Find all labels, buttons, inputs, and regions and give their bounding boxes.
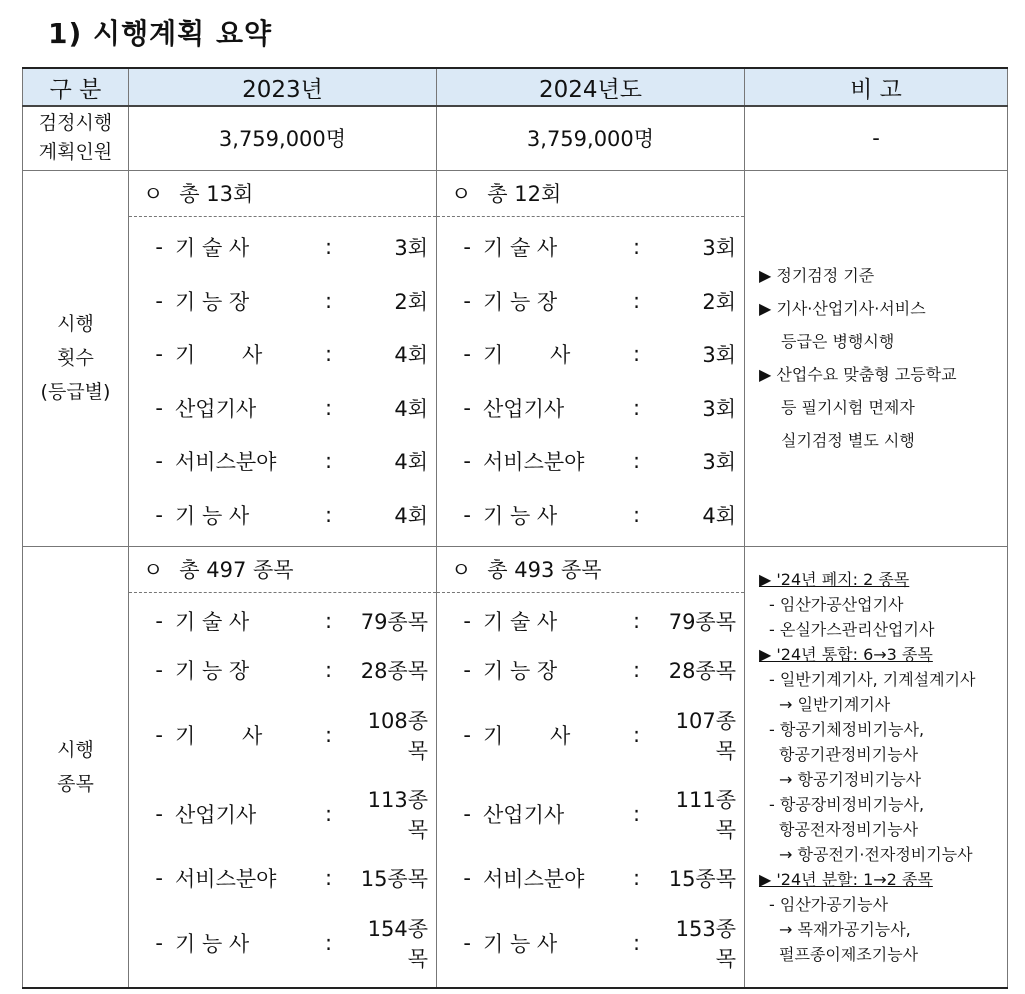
total-summary [129, 171, 436, 217]
rounds-label [23, 170, 129, 546]
item-name: 기 사 [175, 723, 263, 748]
item-row [129, 784, 436, 844]
colon: : [325, 395, 333, 420]
section-title: 1) 시행계획 요약 [48, 17, 273, 50]
remark-line [759, 592, 1003, 617]
dash-bullet: - [155, 288, 163, 313]
item-value: 79종목 [360, 610, 428, 635]
item-value: 113종목 [367, 788, 428, 843]
remark-text: - 임산가공산업기사 [769, 594, 904, 614]
item-row [129, 913, 436, 973]
item-value: 15종목 [668, 867, 736, 892]
remark-text: - 항공기체정비기능사, [769, 719, 925, 739]
colon: : [633, 502, 641, 527]
planned-row [23, 106, 1008, 170]
item-value: 108종목 [367, 708, 428, 763]
item-value: 28종목 [668, 659, 736, 684]
item-value: 2회 [702, 289, 736, 314]
item-name: 기 술 사 [175, 610, 250, 635]
total-summary [437, 547, 744, 593]
remark-text: ▶ '24년 분할: 1→2 종목 [759, 869, 933, 889]
dash-bullet: - [155, 609, 163, 634]
item-name: 기 술 사 [483, 610, 558, 635]
rounds-notes-cell [745, 170, 1008, 546]
colon: : [633, 866, 641, 891]
item-name: 기 능 사 [175, 503, 250, 528]
colon: : [633, 609, 641, 634]
total-text: 총 12회 [487, 182, 562, 206]
planned-label [23, 106, 129, 170]
dash-bullet: - [463, 866, 471, 891]
colon: : [325, 288, 333, 313]
colon: : [325, 866, 333, 891]
remark-line: 등 필기시험 면제자 [781, 398, 915, 417]
dash-bullet: - [463, 395, 471, 420]
remark-line [759, 717, 1003, 742]
remark-text: ▶ '24년 통합: 6→3 종목 [759, 644, 933, 664]
remark-text: - 임산가공기능사 [769, 894, 889, 914]
item-value: 3회 [702, 236, 736, 261]
remark-line [759, 917, 1003, 942]
item-name: 기 능 사 [483, 503, 558, 528]
remark-text: 항공전자정비기능사 [779, 819, 919, 839]
item-value: 4회 [394, 503, 428, 528]
remark-line [759, 692, 1003, 717]
colon: : [325, 658, 333, 683]
subjects-2024-cell [437, 546, 745, 988]
item-name: 기 능 장 [483, 289, 558, 314]
item-value: 3회 [394, 236, 428, 261]
item-row [437, 446, 744, 476]
item-name: 기 사 [483, 723, 571, 748]
remark-line: ▶ 정기검정 기준 [759, 266, 875, 285]
remark-line [759, 792, 1003, 817]
item-value: 153종목 [675, 916, 736, 971]
remark-line [759, 742, 1003, 767]
dash-bullet: - [155, 802, 163, 827]
remark-line [759, 617, 1003, 642]
item-row [129, 500, 436, 530]
dash-bullet: - [155, 449, 163, 474]
remark-line [759, 767, 1003, 792]
remark-text: 펄프종이제조기능사 [779, 944, 919, 964]
item-name: 산업기사 [483, 803, 565, 828]
remark-text: → 항공전기·전자정비기능사 [779, 844, 973, 864]
dash-bullet: - [463, 722, 471, 747]
item-row [437, 913, 744, 973]
item-row [129, 286, 436, 316]
remark-line [759, 842, 1003, 867]
item-name: 기 술 사 [483, 236, 558, 261]
item-value: 4회 [394, 396, 428, 421]
colon: : [633, 288, 641, 313]
item-row [437, 705, 744, 765]
item-name: 기 사 [175, 343, 263, 368]
colon: : [325, 342, 333, 367]
item-row [437, 655, 744, 685]
item-list [129, 217, 436, 546]
colon: : [633, 722, 641, 747]
total-summary [437, 171, 744, 217]
item-name: 서비스분야 [483, 450, 585, 475]
item-row [437, 784, 744, 844]
remark-line [759, 817, 1003, 842]
colon: : [325, 722, 333, 747]
item-value: 3회 [702, 450, 736, 475]
remark-text: - 항공장비정비기능사, [769, 794, 925, 814]
item-value: 4회 [394, 450, 428, 475]
subjects-notes-cell [745, 546, 1008, 988]
item-name: 서비스분야 [175, 867, 277, 892]
item-row [129, 446, 436, 476]
dash-bullet: - [463, 449, 471, 474]
item-value: 15종목 [360, 867, 428, 892]
item-row [437, 339, 744, 369]
item-row [129, 393, 436, 423]
colon: : [325, 449, 333, 474]
planned-2023: 3,759,000명 [129, 106, 437, 170]
dash-bullet: - [155, 235, 163, 260]
colon: : [633, 235, 641, 260]
circle-bullet: ㅇ [451, 182, 472, 206]
colon: : [325, 235, 333, 260]
item-name: 기 능 사 [175, 931, 250, 956]
planned-2024: 3,759,000명 [437, 106, 745, 170]
remark-line: 실기검정 별도 시행 [781, 431, 915, 450]
header-2024: 2024년도 [437, 68, 745, 106]
planned-remark: - [745, 106, 1008, 170]
total-text: 총 493 종목 [487, 558, 602, 582]
item-row [437, 286, 744, 316]
item-name: 기 사 [483, 343, 571, 368]
remark-text: 항공기관정비기능사 [779, 744, 919, 764]
remark-line [759, 867, 1003, 892]
remark-line: 등급은 병행시행 [781, 332, 895, 351]
dash-bullet: - [155, 395, 163, 420]
colon: : [325, 802, 333, 827]
item-value: 28종목 [360, 659, 428, 684]
remark-line: ▶ 산업수요 맞춤형 고등학교 [759, 365, 957, 384]
colon: : [633, 930, 641, 955]
item-row [129, 655, 436, 685]
dash-bullet: - [463, 342, 471, 367]
colon: : [633, 342, 641, 367]
item-value: 3회 [702, 396, 736, 421]
circle-bullet: ㅇ [451, 558, 472, 582]
item-row [129, 339, 436, 369]
item-value: 111종목 [675, 788, 736, 843]
remark-text: → 일반기계기사 [779, 694, 891, 714]
remark-line [759, 892, 1003, 917]
remark-line [759, 942, 1003, 967]
item-value: 3회 [702, 343, 736, 368]
item-row [437, 863, 744, 893]
planned-label-text: 검정시행 계획인원 [38, 112, 113, 164]
remark-line [759, 567, 1003, 592]
item-row [129, 863, 436, 893]
item-row [437, 606, 744, 636]
rounds-2023-cell [129, 170, 437, 546]
dash-bullet: - [463, 288, 471, 313]
item-value: 154종목 [367, 916, 428, 971]
colon: : [633, 395, 641, 420]
dash-bullet: - [155, 658, 163, 683]
total-summary [129, 547, 436, 593]
item-list [129, 593, 436, 987]
plan-summary-table [22, 67, 1008, 989]
remark-text: ▶ '24년 폐지: 2 종목 [759, 569, 910, 589]
item-value: 4회 [702, 503, 736, 528]
item-name: 기 능 장 [483, 659, 558, 684]
item-list [437, 593, 744, 987]
item-name: 기 능 장 [175, 659, 250, 684]
colon: : [633, 658, 641, 683]
total-text: 총 497 종목 [179, 558, 294, 582]
item-name: 서비스분야 [175, 450, 277, 475]
item-name: 기 능 장 [175, 289, 250, 314]
item-name: 기 능 사 [483, 931, 558, 956]
item-row [129, 232, 436, 262]
item-name: 산업기사 [175, 803, 257, 828]
item-name: 기 술 사 [175, 236, 250, 261]
item-value: 107종목 [675, 708, 736, 763]
item-value: 4회 [394, 343, 428, 368]
dash-bullet: - [463, 235, 471, 260]
remark-line [759, 642, 1003, 667]
subjects-row [23, 546, 1008, 988]
dash-bullet: - [463, 609, 471, 634]
item-value: 79종목 [668, 610, 736, 635]
item-row [437, 500, 744, 530]
subjects-2023-cell [129, 546, 437, 988]
remark-line [759, 667, 1003, 692]
dash-bullet: - [155, 930, 163, 955]
remark-text: - 일반기계기사, 기계설계기사 [769, 669, 976, 689]
remark-text: - 온실가스관리산업기사 [769, 619, 935, 639]
colon: : [325, 609, 333, 634]
total-text: 총 13회 [179, 182, 254, 206]
rounds-2024-cell [437, 170, 745, 546]
dash-bullet: - [463, 658, 471, 683]
item-name: 산업기사 [483, 396, 565, 421]
colon: : [633, 449, 641, 474]
header-row [23, 68, 1008, 106]
dash-bullet: - [155, 866, 163, 891]
subjects-label-text: 시행 종목 [57, 738, 94, 795]
dash-bullet: - [155, 502, 163, 527]
circle-bullet: ㅇ [143, 182, 164, 206]
item-row [129, 606, 436, 636]
item-row [129, 705, 436, 765]
dash-bullet: - [155, 722, 163, 747]
remark-text: → 목재가공기능사, [779, 919, 911, 939]
dash-bullet: - [155, 342, 163, 367]
dash-bullet: - [463, 930, 471, 955]
header-remarks: 비 고 [745, 68, 1008, 106]
item-row [437, 393, 744, 423]
item-list [437, 217, 744, 546]
dash-bullet: - [463, 802, 471, 827]
rounds-row [23, 170, 1008, 546]
remark-text: → 항공기정비기능사 [779, 769, 922, 789]
item-name: 서비스분야 [483, 867, 585, 892]
subjects-label [23, 546, 129, 988]
dash-bullet: - [463, 502, 471, 527]
rounds-label-text: 시행 횟수 (등급별) [40, 313, 111, 403]
header-category: 구 분 [23, 68, 129, 106]
item-row [437, 232, 744, 262]
colon: : [325, 930, 333, 955]
header-2023: 2023년 [129, 68, 437, 106]
circle-bullet: ㅇ [143, 558, 164, 582]
colon: : [633, 802, 641, 827]
colon: : [325, 502, 333, 527]
item-name: 산업기사 [175, 396, 257, 421]
remark-line: ▶ 기사·산업기사·서비스 [759, 299, 926, 318]
item-value: 2회 [394, 289, 428, 314]
